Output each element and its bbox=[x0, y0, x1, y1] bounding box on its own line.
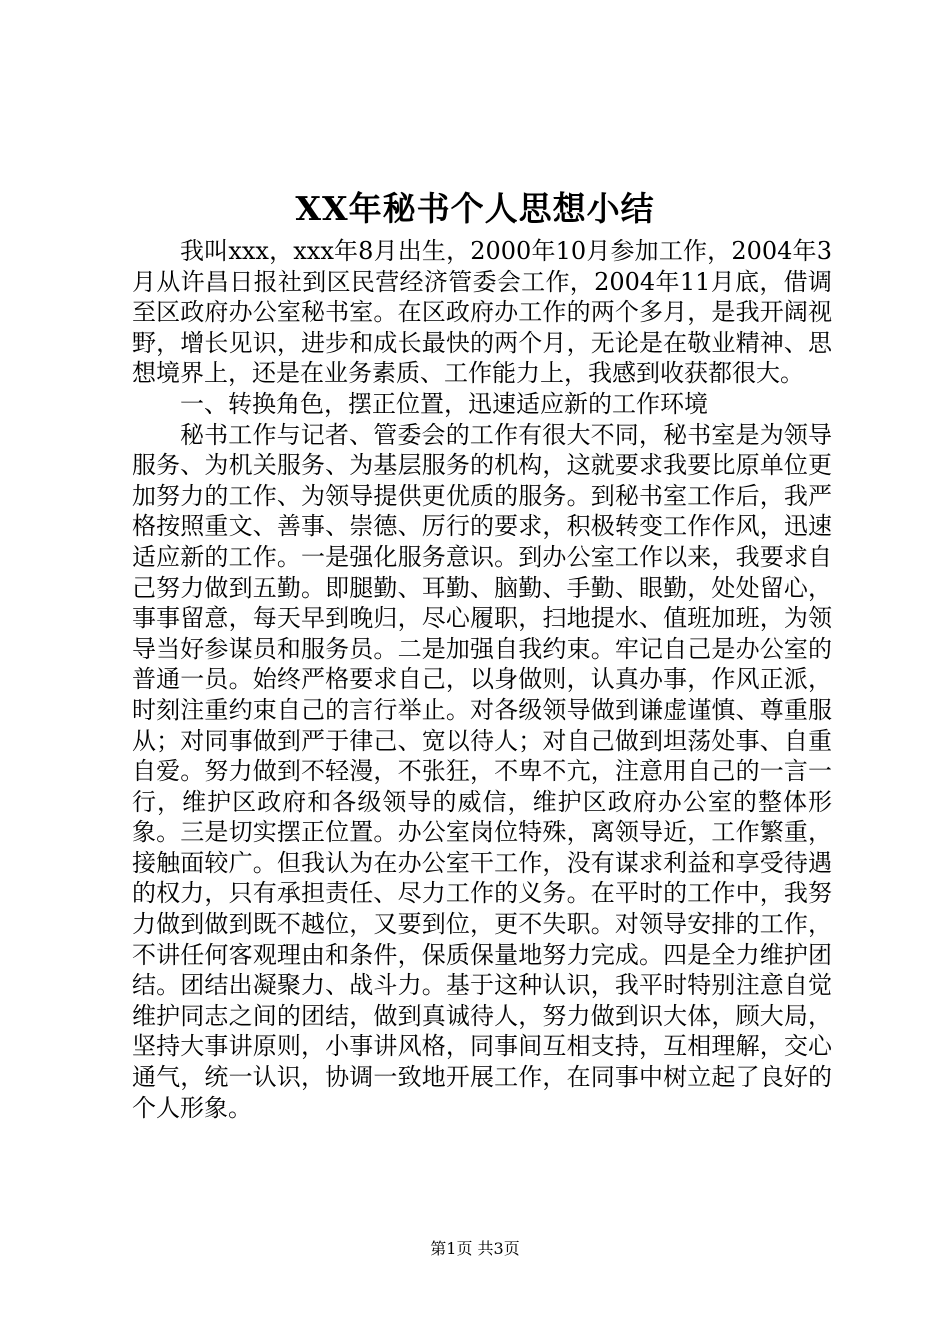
document-body bbox=[132, 236, 832, 1123]
paragraph-section-1: 秘书工作与记者、管委会的工作有很大不同，秘书室是为领导服务、为机关服务、为基层服务的机构，这就要求我要比原单位更加努力的工作、为领导提供更优质的服务。到秘书室工作后，我严格按照重文、善事、崇德、厉行的要求，积极转变工作作风，迅速适应新的工作。一是强化服务意识。到办公室工作以来，我要求自己努力做到五勤。即腿勤、耳勤、脑勤、手勤、眼勤，处处留心，事事留意，每天早到晚归，尽心履职，扫地提水、值班加班，为领导当好参谋员和服务员。二是加强自我约束。牢记自己是办公室的普通一员。始终严格要求自己，以身做则，认真办事，作风正派，时刻注重约束自己的言行举止。对各级领导做到谦虚谨慎、尊重服从；对同事做到严于律己、宽以待人；对自己做到坦荡处事、自重自爱。努力做到不轻漫，不张狂，不卑不亢，注意用自己的一言一行，维护区政府和各级领导的威信，维护区政府办公室的整体形象。三是切实摆正位置。办公室岗位特殊，离领导近，工作繁重，接触面较广。但我认为在办公室干工作，没有谋求利益和享受待遇的权力，只有承担责任、尽力工作的义务。在平时的工作中，我努力做到做到既不越位，又要到位，更不失职。对领导安排的工作，不讲任何客观理由和条件，保质保量地努力完成。四是全力维护团结。团结出凝聚力、战斗力。基于这种认识，我平时特别注意自觉维护同志之间的团结，做到真诚待人，努力做到识大体，顾大局，坚持大事讲原则，小事讲风格，同事间互相支持，互相理解，交心通气，统一认识，协调一致地开展工作，在同事中树立起了良好的个人形象。 bbox=[132, 420, 832, 1122]
section-heading: 一、转换角色，摆正位置，迅速适应新的工作环境 bbox=[180, 389, 708, 418]
document-title: XX年秘书个人思想小结 bbox=[295, 189, 655, 228]
page-footer: 第1页 共3页 bbox=[430, 1239, 520, 1258]
paragraph-intro: 我叫xxx，xxx年8月出生，2000年10月参加工作，2004年3月从许昌日报社到区民营经济管委会工作，2004年11月底，借调至区政府办公室秘书室。在区政府办工作的两个多月，是我开阔视野，增长见识，进步和成长最快的两个月，无论是在敬业精神、思想境界上，还是在业务素质、工作能力上，我感到收获都很大。 bbox=[132, 237, 832, 388]
